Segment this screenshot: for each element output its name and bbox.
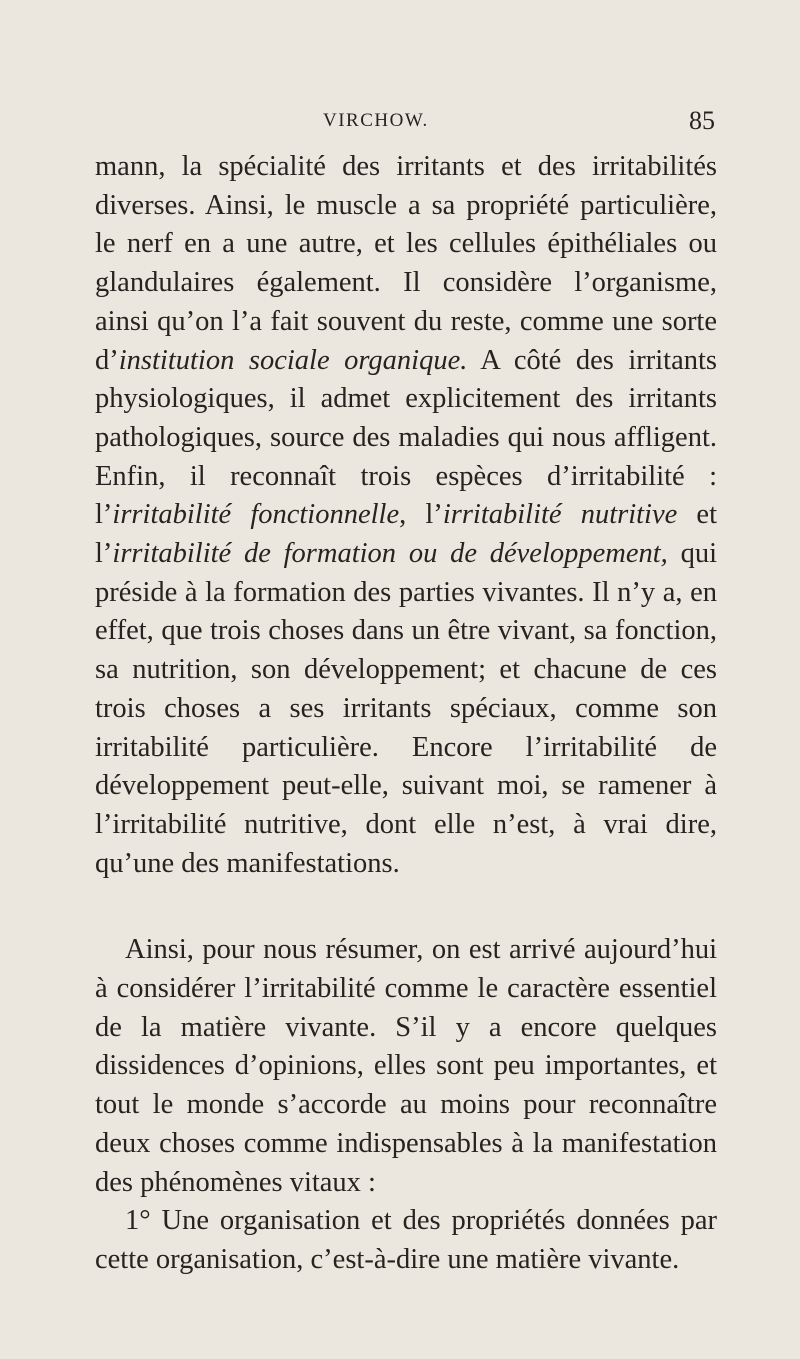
paragraph-1-text-b: A côté des irritants physiologiques, il admet explicitement des irritants pathologiques, source des maladies qui nous affligent. Enfin, il reconnaît trois espèces d’irritabilité : l’ [95, 344, 717, 531]
paragraph-1-text-c: , l’ [399, 499, 443, 531]
body-text [95, 148, 717, 1280]
paragraph-2: Ainsi, pour nous résumer, on est arrivé aujourd’hui à considérer l’irritabilité comme le caractère essentiel de la matière vivante. S’il y a encore quelques dissidences d’opinions, elles sont peu importantes, et tout le monde s’accorde au moins pour reconnaître deux choses comme indispensables à la manifestation des phénomènes vitaux : [95, 934, 717, 1198]
italic-phrase-nutritive: irritabilité nutritive [442, 499, 678, 531]
italic-phrase-institution: institution sociale organique. [118, 344, 468, 376]
running-head [95, 106, 715, 140]
paragraph-1 [95, 148, 717, 883]
paragraph-1-text-d: et l’ [95, 499, 717, 570]
running-title: VIRCHOW. [323, 110, 429, 131]
page-number: 85 [689, 106, 715, 135]
list-item-1: 1° Une organisation et des propriétés données par cette organisation, c’est-à-dire une matière vivante. [95, 1205, 717, 1275]
paragraph-1-text-a: mann, la spécialité des irritants et des irritabilités diverses. Ainsi, le muscle a sa propriété particulière, le nerf en a une autre, et les cellules épithéliales ou glandulaires également. Il considère l’organisme, ainsi qu’on l’a fait souvent du reste, comme une sorte d’ [95, 151, 717, 376]
paragraph-1-text-e: qui préside à la formation des parties vivantes. Il n’y a, en effet, que trois choses dans un être vivant, sa fonction, sa nutrition, son développement; et chacune de ces trois choses a ses irritants spéciaux, comme son irritabilité particulière. Encore l’irritabilité de développement peut-elle, suivant moi, se ramener à l’irritabilité nutritive, dont elle n’est, à vrai dire, qu’une des manifestations. [95, 538, 718, 879]
italic-phrase-fonctionnelle: irritabilité fonctionnelle [112, 499, 400, 531]
italic-phrase-formation: irritabilité de formation ou de développement, [112, 538, 668, 570]
